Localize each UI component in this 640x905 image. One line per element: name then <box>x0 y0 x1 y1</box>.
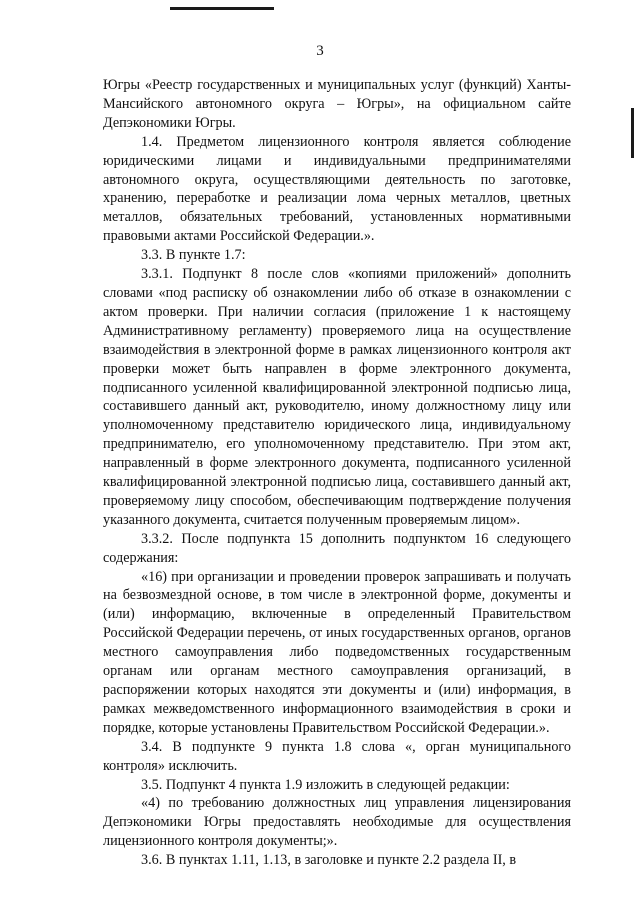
paragraph-subitem-16: «16) при организации и проведении проверок запрашивать и получать на безвозмездной основе, в том числе в электронной форме, документы и (или) информацию, включенные в определенный Правительством Российской Федерации перечень, от иных государственных органов, органов местного самоуправления либо подведомственных государственным органам или органам местного самоуправления организаций, в распоряжении которых находятся эти документы и (или) информация, в рамках межведомственного информационного взаимодействия в сроки и порядке, которые установлены Правительством Российской Федерации.». <box>103 568 571 736</box>
document-body <box>103 76 571 870</box>
paragraph-3-6: 3.6. В пунктах 1.11, 1.13, в заголовке и пункте 2.2 раздела II, в <box>141 852 517 869</box>
paragraph-1: Югры «Реестр государственных и муниципальных услуг (функций) Ханты-Мансийского автономного округа – Югры», на официальном сайте Депэкономики Югры. <box>103 77 571 131</box>
page-number: 3 <box>316 43 324 59</box>
paragraph-subitem-4: «4) по требованию должностных лиц управления лицензирования Депэкономики Югры предоставлять необходимые для осуществления лицензионного контроля документы;». <box>103 795 571 850</box>
scan-artifact-top <box>170 7 274 10</box>
paragraph-1-4: 1.4. Предметом лицензионного контроля является соблюдение юридическими лицами и индивидуальными предпринимателями автономного округа, осуществляющими деятельность по заготовке, хранению, переработке и реализации лома черных металлов, цветных металлов, обязательных требований, установленных нормативными правовыми актами Российской Федерации.». <box>103 133 571 245</box>
paragraph-3-4: 3.4. В подпункте 9 пункта 1.8 слова «, орган муниципального контроля» исключить. <box>103 738 571 774</box>
paragraph-3-5: 3.5. Подпункт 4 пункта 1.9 изложить в следующей редакции: <box>141 776 510 793</box>
paragraph-3-3-2: 3.3.2. После подпункта 15 дополнить подпунктом 16 следующего содержания: <box>103 530 571 566</box>
paragraph-3-3: 3.3. В пункте 1.7: <box>141 247 246 264</box>
scan-artifact-right <box>631 108 634 158</box>
paragraph-3-3-1: 3.3.1. Подпункт 8 после слов «копиями приложений» дополнить словами «под расписку об ознакомлении либо об отказе в ознакомлении с актом проверки. При наличии согласия (приложение 1 к настоящему Административному регламенту) проверяемого лица на осуществление взаимодействия в электронной форме в рамках лицензионного контроля акт проверки может быть направлен в форме электронного документа, подписанного усиленной квалифицированной электронной подписью лица, составившего данный акт, руководителю, иному должностному лицу или уполномоченному представителю юридического лица, индивидуальному предпринимателю, его уполномоченному представителю. При этом акт, направленный в форме электронного документа, подписанного усиленной квалифицированной электронной подписью лица, составившего данный акт, проверяемому лицу способом, обеспечивающим подтверждение получения указанного документа, считается полученным проверяемым лицом». <box>103 266 571 528</box>
